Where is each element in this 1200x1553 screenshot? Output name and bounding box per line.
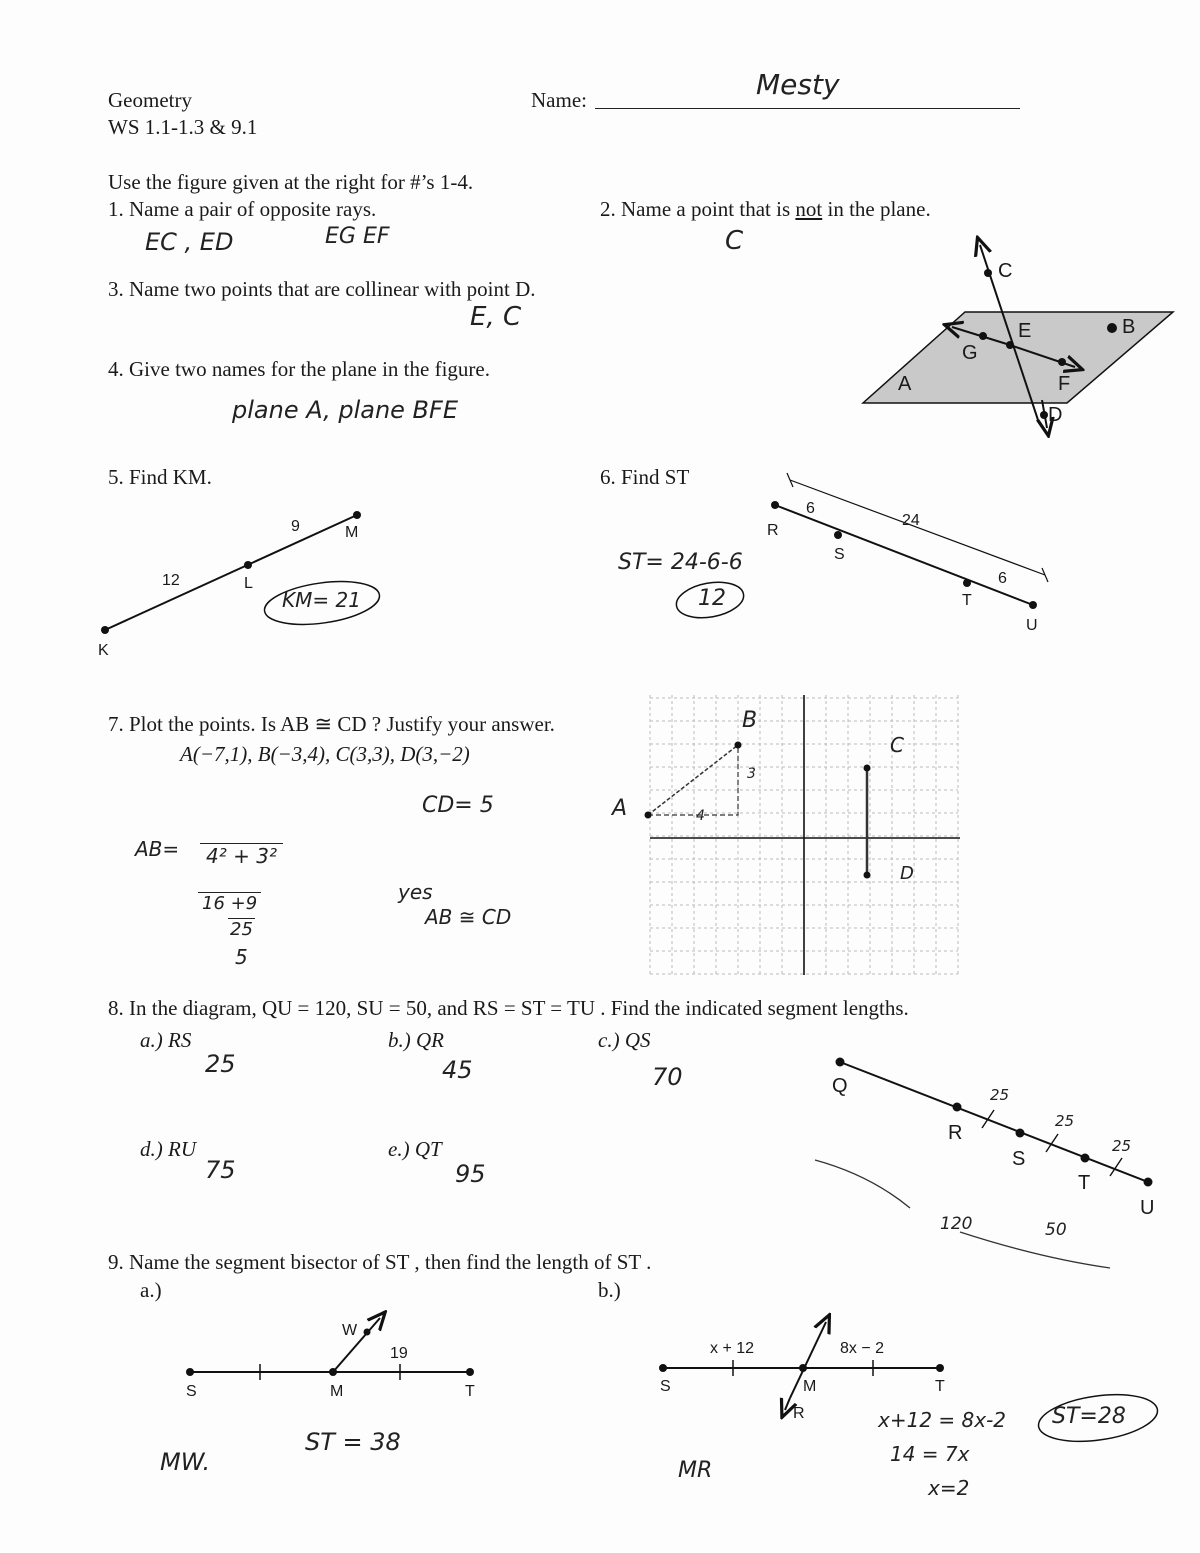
q8-a-answer: 25 xyxy=(205,1050,236,1078)
q4-prompt: 4. Give two names for the plane in the figure. xyxy=(108,357,490,381)
course-title: Geometry xyxy=(108,88,192,112)
q1-answer-b: EG EF xyxy=(325,224,390,249)
q7-grid-rise: 3 xyxy=(747,766,756,782)
fig-label-e: E xyxy=(1018,320,1032,342)
q9b-answer-length: ST=28 xyxy=(1052,1404,1126,1429)
fig-label-d: D xyxy=(1048,404,1063,426)
q8-fig-qu: 120 xyxy=(940,1214,973,1234)
q1-answer-a: EC , ED xyxy=(145,228,234,256)
q2-prompt: 2. Name a point that is not in the plane. xyxy=(600,197,931,221)
q8-c-label: c.) QS xyxy=(598,1028,651,1052)
q9b-label-r: R xyxy=(793,1405,805,1422)
q7-grid-run: 4 xyxy=(696,808,705,824)
student-name: Mesty xyxy=(756,68,840,101)
q8-c-answer: 70 xyxy=(652,1063,683,1091)
intro-text: Use the figure given at the right for #’s 1-4. xyxy=(108,170,474,194)
fig-label-c: C xyxy=(998,260,1013,282)
q9a-label-t: T xyxy=(465,1383,475,1400)
q5-label-k: K xyxy=(98,642,109,659)
q5-len-kl: 12 xyxy=(162,572,180,589)
q4-answer: plane A, plane BFE xyxy=(232,396,458,424)
q8-prompt: 8. In the diagram, QU = 120, SU = 50, and RS = ST = TU . Find the indicated segment lengths. xyxy=(108,996,909,1020)
q7-ab-1: AB= xyxy=(135,837,180,861)
q9b-label-m: M xyxy=(803,1378,817,1395)
q9a-answer-bisector: MW. xyxy=(160,1448,211,1476)
q9-prompt: 9. Name the segment bisector of ST , then find the length of ST . xyxy=(108,1250,652,1274)
q8-fig-q: Q xyxy=(832,1075,848,1097)
q7-grid-b: B xyxy=(742,708,758,733)
q7-yes: yes xyxy=(398,880,433,904)
q3-prompt: 3. Name two points that are collinear with point D. xyxy=(108,277,536,301)
q6-len-ru: 24 xyxy=(902,512,920,529)
name-label: Name: xyxy=(531,88,587,112)
q7-ab-3: 16 +9 xyxy=(198,892,261,914)
q5-label-m: M xyxy=(345,524,359,541)
q8-fig-mark-1: 25 xyxy=(990,1086,1010,1104)
q7-ab-4: 25 xyxy=(230,919,253,940)
q9b-right-expr: 8x − 2 xyxy=(840,1340,885,1357)
q9b-work-3: x=2 xyxy=(928,1476,970,1500)
q7-cd: CD= 5 xyxy=(422,793,494,818)
q7-grid-d: D xyxy=(900,863,914,884)
q8-fig-su: 50 xyxy=(1045,1220,1067,1240)
q9b-label-t: T xyxy=(935,1378,945,1395)
q8-fig-t: T xyxy=(1078,1172,1091,1194)
q7-points: A(−7,1), B(−3,4), C(3,3), D(3,−2) xyxy=(180,742,470,766)
q8-d-answer: 75 xyxy=(205,1156,236,1184)
q5-prompt: 5. Find KM. xyxy=(108,465,212,489)
q9b-work-2: 14 = 7x xyxy=(890,1442,970,1466)
q9a-label-m: M xyxy=(330,1383,344,1400)
q9b-answer-bisector: MR xyxy=(678,1458,713,1483)
fig-label-a: A xyxy=(898,373,912,395)
q8-d-label: d.) RU xyxy=(140,1137,196,1161)
q9b-label-s: S xyxy=(660,1378,671,1395)
q2-answer: C xyxy=(725,226,744,256)
q8-fig-mark-2: 25 xyxy=(1055,1112,1075,1130)
q9b-left-expr: x + 12 xyxy=(710,1340,755,1357)
q8-e-label: e.) QT xyxy=(388,1137,442,1161)
q5-label-l: L xyxy=(244,575,253,592)
q3-answer: E, C xyxy=(470,302,522,332)
fig-label-f: F xyxy=(1058,373,1071,395)
q6-label-u: U xyxy=(1026,617,1038,634)
q6-work: ST= 24-6-6 xyxy=(618,550,743,575)
q9b-work-1: x+12 = 8x-2 xyxy=(878,1408,1007,1432)
q7-prompt: 7. Plot the points. Is AB ≅ CD ? Justify your answer. xyxy=(108,712,555,736)
fig-label-b: B xyxy=(1122,316,1136,338)
q7-grid-c: C xyxy=(890,733,904,757)
q7-ab-5: 5 xyxy=(235,945,248,969)
q8-b-answer: 45 xyxy=(442,1056,473,1084)
q8-e-answer: 95 xyxy=(455,1160,486,1188)
q5-answer: KM= 21 xyxy=(282,588,361,612)
q6-label-t: T xyxy=(962,592,972,609)
q8-a-label: a.) RS xyxy=(140,1028,192,1052)
q5-len-lm: 9 xyxy=(291,518,300,535)
worksheet-id: WS 1.1-1.3 & 9.1 xyxy=(108,115,258,139)
q8-fig-u: U xyxy=(1140,1197,1155,1219)
q9-a-label: a.) xyxy=(140,1278,162,1302)
q1-prompt: 1. Name a pair of opposite rays. xyxy=(108,197,377,221)
q7-conclusion: AB ≅ CD xyxy=(425,905,512,929)
q8-fig-mark-3: 25 xyxy=(1112,1137,1132,1155)
q7-grid-a: A xyxy=(612,796,628,821)
q6-label-r: R xyxy=(767,522,779,539)
q9a-answer-length: ST = 38 xyxy=(305,1428,401,1456)
q8-b-label: b.) QR xyxy=(388,1028,444,1052)
q7-ab-2: 4² + 3² xyxy=(200,843,283,868)
q9a-label-s: S xyxy=(186,1383,197,1400)
q9a-label-w: W xyxy=(342,1322,358,1339)
q6-label-s: S xyxy=(834,546,845,563)
q6-len-tu: 6 xyxy=(998,570,1007,587)
q8-fig-r: R xyxy=(948,1122,963,1144)
q6-prompt: 6. Find ST xyxy=(600,465,690,489)
q6-answer: 12 xyxy=(698,586,726,611)
q6-len-rs: 6 xyxy=(806,500,815,517)
q9a-len: 19 xyxy=(390,1345,408,1362)
q8-fig-s: S xyxy=(1012,1148,1026,1170)
fig-label-g: G xyxy=(962,342,978,364)
q9-b-label: b.) xyxy=(598,1278,621,1302)
